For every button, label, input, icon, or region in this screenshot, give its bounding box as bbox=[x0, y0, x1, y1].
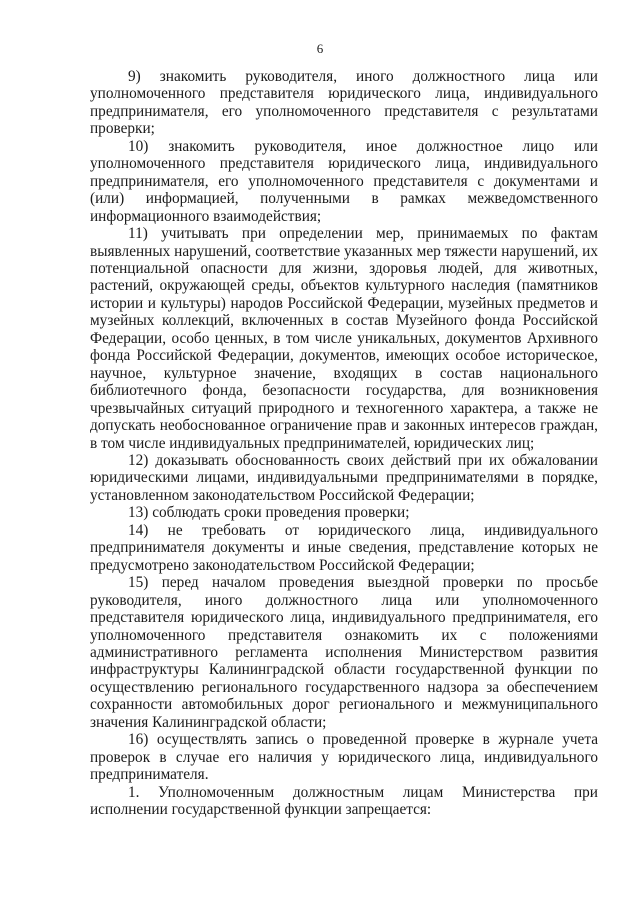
document-body bbox=[90, 68, 598, 818]
page-number: 6 bbox=[316, 41, 324, 56]
paragraph-item-16: 16) осуществлять запись о проведенной проверке в журнале учета проверок в случае его наличия у юридического лица, индивидуального предпринимателя. bbox=[90, 731, 598, 784]
paragraph-item-14: 14) не требовать от юридического лица, индивидуального предпринимателя документы и иные сведения, представление которых не предусмотрено законодательством Российской Федерации; bbox=[90, 521, 598, 574]
paragraph-item-9: 9) знакомить руководителя, иного должностного лица или уполномоченного представителя юридического лица, индивидуального предпринимателя, его уполномоченного представителя с результатами проверки; bbox=[90, 68, 598, 138]
paragraph-item-15: 15) перед началом проведения выездной проверки по просьбе руководителя, иного должностного лица или уполномоченного представителя юридического лица, индивидуального предпринимателя, его уполномоченного представителя ознакомить их с положениями административного регламента исполнения Министерством развития инфраструктуры Калининградской области государственной функции по осуществлению регионального государственного надзора за обеспечением сохранности автомобильных дорог регионального и межмуниципального значения Калининградской области; bbox=[90, 574, 598, 731]
paragraph-item-13: 13) соблюдать сроки проведения проверки; bbox=[128, 504, 410, 522]
paragraph-prohibitions-intro: 1. Уполномоченным должностным лицам Министерства при исполнении государственной функции запрещается: bbox=[90, 783, 598, 819]
paragraph-item-10: 10) знакомить руководителя, иное должностное лицо или уполномоченного представителя юридического лица, индивидуального предпринимателя, его уполномоченного представителя с документами и (или) информацией, полученными в рамках межведомственного информационного взаимодействия; bbox=[90, 137, 598, 225]
paragraph-item-12: 12) доказывать обоснованность своих действий при их обжаловании юридическими лицами, индивидуальными предпринимателями в порядке, установленном законодательством Российской Федерации; bbox=[90, 451, 598, 504]
paragraph-item-11: 11) учитывать при определении мер, принимаемых по фактам выявленных нарушений, соответствие указанных мер тяжести нарушений, их потенциальной опасности для жизни, здоровья людей, для животных, растений, окружающей среды, объектов культурного наследия (памятников истории и культуры) народов Российской Федерации, музейных предметов и музейных коллекций, включенных в состав Музейного фонда Российской Федерации, особо ценных, в том числе уникальных, документов Архивного фонда Российской Федерации, документов, имеющих особое историческое, научное, культурное значение, входящих в состав национального библиотечного фонда, безопасности государства, для возникновения чрезвычайных ситуаций природного и техногенного характера, а также не допускать необоснованное ограничение прав и законных интересов граждан, в том числе индивидуальных предпринимателей, юридических лиц; bbox=[90, 225, 598, 452]
